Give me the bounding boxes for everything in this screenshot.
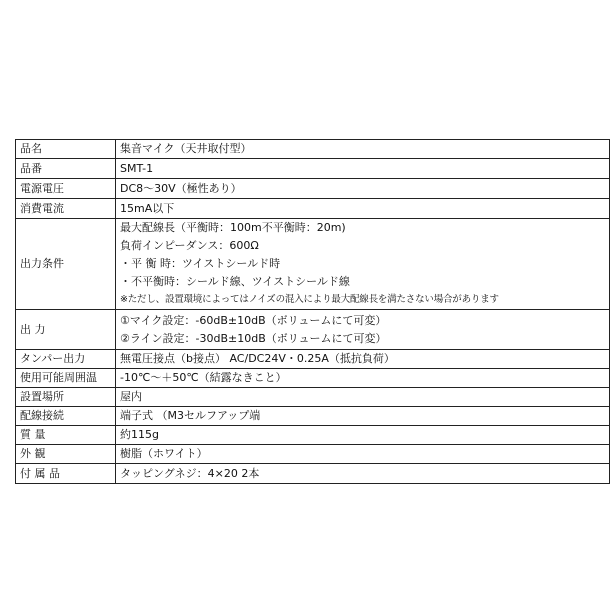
row-value: SMT-1 [116,159,610,179]
row-value: 樹脂（ホワイト） [116,445,610,464]
table-row [16,426,610,445]
row-label: 品番 [16,159,116,179]
note-line: ※ただし、設置環境によってはノイズの混入により最大配線長を満たさない場合があります [120,294,499,305]
row-value: 無電圧接点（b接点） AC/DC24V・0.25A（抵抗負荷） [116,350,610,369]
value-line: ①マイク設定：-60dB±10dB（ボリュームにて可変） [120,313,387,327]
row-label: 付 属 品 [16,464,116,484]
row-label: 消費電流 [16,199,116,219]
table-row [16,219,610,310]
table-row [16,445,610,464]
value-line: ・平 衡 時：ツイストシールド時 [120,257,281,270]
row-value: 屋内 [116,388,610,407]
row-value: タッピングネジ：4×20 2本 [116,464,610,484]
row-value [116,219,610,310]
row-value: 端子式 （M3セルフアップ端 [116,407,610,426]
value-line: ・不平衡時：シールド線、ツイストシールド線 [120,275,350,288]
table-row [16,388,610,407]
row-value: 15mA以下 [116,199,610,219]
table-row [16,350,610,369]
row-label: 配線接続 [16,407,116,426]
row-value: DC8～30V（極性あり） [116,179,610,199]
row-label: 出力条件 [16,219,116,310]
row-value: 集音マイク（天井取付型） [116,140,610,159]
value-line: 負荷インピーダンス：600Ω [120,239,259,252]
value-line: 最大配線長（平衡時：100m不平衡時：20m) [120,221,346,234]
row-label: タンパー出力 [16,350,116,369]
spec-table [15,139,610,484]
row-label: 使用可能周囲温 [16,369,116,388]
row-label: 質 量 [16,426,116,445]
table-row [16,199,610,219]
table-row [16,179,610,199]
row-label: 設置場所 [16,388,116,407]
row-value: -10℃～＋50℃（結露なきこと） [116,369,610,388]
row-label: 品名 [16,140,116,159]
table-row [16,407,610,426]
table-row [16,159,610,179]
table-row [16,140,610,159]
row-label: 電源電圧 [16,179,116,199]
row-label: 外 観 [16,445,116,464]
value-line: ②ライン設定：-30dB±10dB（ボリュームにて可変） [120,331,387,345]
table-row [16,464,610,484]
row-label: 出 力 [16,310,116,350]
row-value: 約115g [116,426,610,445]
table-row [16,310,610,350]
row-value [116,310,610,350]
table-row [16,369,610,388]
